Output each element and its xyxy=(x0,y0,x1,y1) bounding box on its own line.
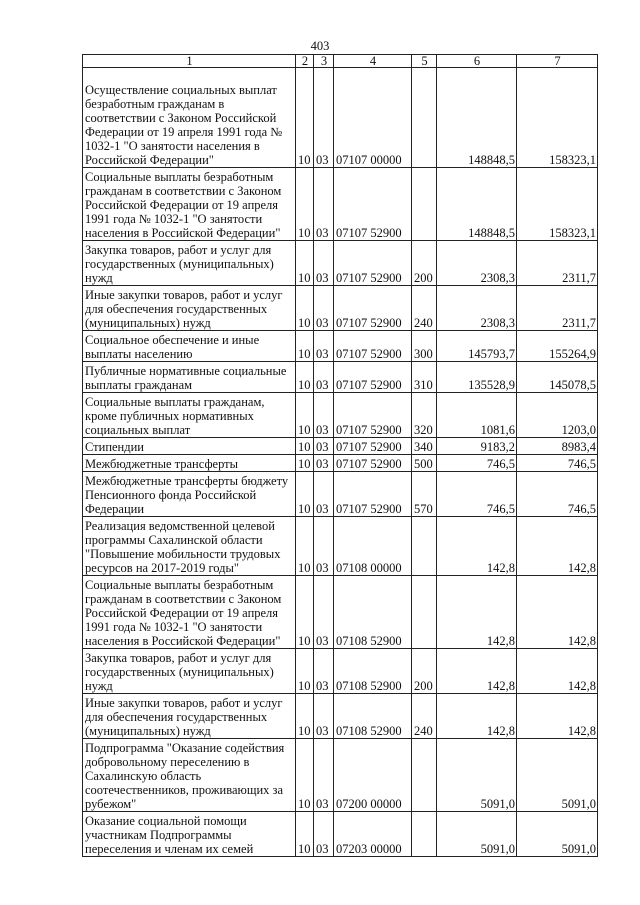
target-article-cell: 07107 52900 xyxy=(334,168,412,241)
target-article-cell: 07107 52900 xyxy=(334,331,412,362)
row-name-cell: Закупка товаров, работ и услуг для государственных (муниципальных) нужд xyxy=(83,649,296,694)
column-header: 4 xyxy=(334,55,412,68)
column-header: 1 xyxy=(83,55,296,68)
table-row xyxy=(83,286,598,331)
section-code-cell: 10 xyxy=(296,694,314,739)
table-row xyxy=(83,362,598,393)
expense-type-cell: 340 xyxy=(412,438,437,455)
amount-year-1-cell: 5091,0 xyxy=(437,812,517,857)
subsection-code-cell: 03 xyxy=(314,68,334,168)
section-code-cell: 10 xyxy=(296,472,314,517)
amount-year-2-cell: 155264,9 xyxy=(517,331,598,362)
amount-year-2-cell: 145078,5 xyxy=(517,362,598,393)
subsection-code-cell: 03 xyxy=(314,241,334,286)
amount-year-2-cell: 1203,0 xyxy=(517,393,598,438)
section-code-cell: 10 xyxy=(296,438,314,455)
amount-year-1-cell: 746,5 xyxy=(437,472,517,517)
row-name-cell: Социальные выплаты безработным гражданам в соответствии с Законом Российской Федерации от 19 апреля 1991 года № 1032-1 "О занятости населения в Российской Федерации" xyxy=(83,168,296,241)
target-article-cell: 07107 52900 xyxy=(334,393,412,438)
amount-year-1-cell: 746,5 xyxy=(437,455,517,472)
row-name-cell: Публичные нормативные социальные выплаты гражданам xyxy=(83,362,296,393)
table-row xyxy=(83,331,598,362)
table-row xyxy=(83,517,598,576)
table-row xyxy=(83,812,598,857)
target-article-cell: 07107 52900 xyxy=(334,438,412,455)
amount-year-1-cell: 2308,3 xyxy=(437,241,517,286)
expense-type-cell: 300 xyxy=(412,331,437,362)
amount-year-2-cell: 2311,7 xyxy=(517,241,598,286)
row-name-cell: Иные закупки товаров, работ и услуг для обеспечения государственных (муниципальных) нужд xyxy=(83,286,296,331)
section-code-cell: 10 xyxy=(296,331,314,362)
amount-year-1-cell: 2308,3 xyxy=(437,286,517,331)
amount-year-1-cell: 9183,2 xyxy=(437,438,517,455)
section-code-cell: 10 xyxy=(296,517,314,576)
section-code-cell: 10 xyxy=(296,68,314,168)
amount-year-1-cell: 142,8 xyxy=(437,694,517,739)
page-number: 403 xyxy=(310,39,330,53)
table-row xyxy=(83,694,598,739)
table-row xyxy=(83,241,598,286)
expense-type-cell xyxy=(412,517,437,576)
subsection-code-cell: 03 xyxy=(314,812,334,857)
table-row xyxy=(83,168,598,241)
amount-year-2-cell: 746,5 xyxy=(517,455,598,472)
expense-type-cell: 200 xyxy=(412,241,437,286)
subsection-code-cell: 03 xyxy=(314,168,334,241)
section-code-cell: 10 xyxy=(296,455,314,472)
table-row xyxy=(83,438,598,455)
section-code-cell: 10 xyxy=(296,739,314,812)
amount-year-1-cell: 148848,5 xyxy=(437,168,517,241)
row-name-cell: Оказание социальной помощи участникам Подпрограммы переселения и членам их семей xyxy=(83,812,296,857)
expense-type-cell xyxy=(412,739,437,812)
amount-year-1-cell: 145793,7 xyxy=(437,331,517,362)
section-code-cell: 10 xyxy=(296,362,314,393)
expense-type-cell: 200 xyxy=(412,649,437,694)
amount-year-2-cell: 142,8 xyxy=(517,694,598,739)
column-header: 2 xyxy=(296,55,314,68)
expense-type-cell: 240 xyxy=(412,694,437,739)
row-name-cell: Реализация ведомственной целевой программы Сахалинской области "Повышение мобильности трудовых ресурсов на 2017-2019 годы" xyxy=(83,517,296,576)
row-name-cell: Стипендии xyxy=(83,438,296,455)
table-row xyxy=(83,68,598,168)
row-name-cell: Подпрограмма "Оказание содействия добровольному переселению в Сахалинскую область соотечественников, проживающих за рубежом" xyxy=(83,739,296,812)
expense-type-cell xyxy=(412,68,437,168)
target-article-cell: 07108 52900 xyxy=(334,576,412,649)
amount-year-1-cell: 148848,5 xyxy=(437,68,517,168)
subsection-code-cell: 03 xyxy=(314,362,334,393)
section-code-cell: 10 xyxy=(296,241,314,286)
table-header-row xyxy=(83,55,598,68)
section-code-cell: 10 xyxy=(296,168,314,241)
row-name-cell: Социальные выплаты безработным гражданам в соответствии с Законом Российской Федерации от 19 апреля 1991 года № 1032-1 "О занятости населения в Российской Федерации" xyxy=(83,576,296,649)
amount-year-2-cell: 142,8 xyxy=(517,517,598,576)
section-code-cell: 10 xyxy=(296,393,314,438)
target-article-cell: 07107 52900 xyxy=(334,362,412,393)
table-row xyxy=(83,393,598,438)
amount-year-1-cell: 135528,9 xyxy=(437,362,517,393)
section-code-cell: 10 xyxy=(296,286,314,331)
column-header: 3 xyxy=(314,55,334,68)
expense-type-cell: 310 xyxy=(412,362,437,393)
table-row xyxy=(83,455,598,472)
expense-type-cell xyxy=(412,576,437,649)
amount-year-2-cell: 158323,1 xyxy=(517,168,598,241)
amount-year-2-cell: 746,5 xyxy=(517,472,598,517)
subsection-code-cell: 03 xyxy=(314,576,334,649)
row-name-cell: Осуществление социальных выплат безработным гражданам в соответствии с Законом Российской Федерации от 19 апреля 1991 года № 1032-1 "О занятости населения в Российской Федерации" xyxy=(83,68,296,168)
column-header: 7 xyxy=(517,55,598,68)
amount-year-1-cell: 5091,0 xyxy=(437,739,517,812)
target-article-cell: 07107 52900 xyxy=(334,241,412,286)
target-article-cell: 07108 52900 xyxy=(334,694,412,739)
amount-year-2-cell: 2311,7 xyxy=(517,286,598,331)
amount-year-2-cell: 5091,0 xyxy=(517,739,598,812)
subsection-code-cell: 03 xyxy=(314,649,334,694)
expense-type-cell: 320 xyxy=(412,393,437,438)
table-row xyxy=(83,576,598,649)
subsection-code-cell: 03 xyxy=(314,694,334,739)
subsection-code-cell: 03 xyxy=(314,438,334,455)
subsection-code-cell: 03 xyxy=(314,393,334,438)
subsection-code-cell: 03 xyxy=(314,331,334,362)
amount-year-1-cell: 142,8 xyxy=(437,576,517,649)
target-article-cell: 07203 00000 xyxy=(334,812,412,857)
amount-year-2-cell: 8983,4 xyxy=(517,438,598,455)
amount-year-2-cell: 142,8 xyxy=(517,649,598,694)
table-row xyxy=(83,739,598,812)
amount-year-2-cell: 142,8 xyxy=(517,576,598,649)
target-article-cell: 07107 52900 xyxy=(334,286,412,331)
expense-type-cell: 500 xyxy=(412,455,437,472)
amount-year-1-cell: 142,8 xyxy=(437,649,517,694)
expense-type-cell xyxy=(412,168,437,241)
subsection-code-cell: 03 xyxy=(314,517,334,576)
column-header: 6 xyxy=(437,55,517,68)
expense-type-cell xyxy=(412,812,437,857)
amount-year-2-cell: 158323,1 xyxy=(517,68,598,168)
target-article-cell: 07200 00000 xyxy=(334,739,412,812)
column-header: 5 xyxy=(412,55,437,68)
amount-year-1-cell: 142,8 xyxy=(437,517,517,576)
row-name-cell: Закупка товаров, работ и услуг для государственных (муниципальных) нужд xyxy=(83,241,296,286)
budget-table xyxy=(82,54,598,857)
section-code-cell: 10 xyxy=(296,576,314,649)
subsection-code-cell: 03 xyxy=(314,286,334,331)
table-row xyxy=(83,472,598,517)
table-row xyxy=(83,649,598,694)
section-code-cell: 10 xyxy=(296,812,314,857)
subsection-code-cell: 03 xyxy=(314,739,334,812)
target-article-cell: 07107 52900 xyxy=(334,472,412,517)
target-article-cell: 07107 52900 xyxy=(334,455,412,472)
subsection-code-cell: 03 xyxy=(314,472,334,517)
row-name-cell: Иные закупки товаров, работ и услуг для обеспечения государственных (муниципальных) нужд xyxy=(83,694,296,739)
row-name-cell: Социальное обеспечение и иные выплаты населению xyxy=(83,331,296,362)
expense-type-cell: 240 xyxy=(412,286,437,331)
section-code-cell: 10 xyxy=(296,649,314,694)
expense-type-cell: 570 xyxy=(412,472,437,517)
amount-year-1-cell: 1081,6 xyxy=(437,393,517,438)
subsection-code-cell: 03 xyxy=(314,455,334,472)
target-article-cell: 07108 00000 xyxy=(334,517,412,576)
row-name-cell: Социальные выплаты гражданам, кроме публичных нормативных социальных выплат xyxy=(83,393,296,438)
target-article-cell: 07108 52900 xyxy=(334,649,412,694)
target-article-cell: 07107 00000 xyxy=(334,68,412,168)
row-name-cell: Межбюджетные трансферты xyxy=(83,455,296,472)
amount-year-2-cell: 5091,0 xyxy=(517,812,598,857)
row-name-cell: Межбюджетные трансферты бюджету Пенсионного фонда Российской Федерации xyxy=(83,472,296,517)
